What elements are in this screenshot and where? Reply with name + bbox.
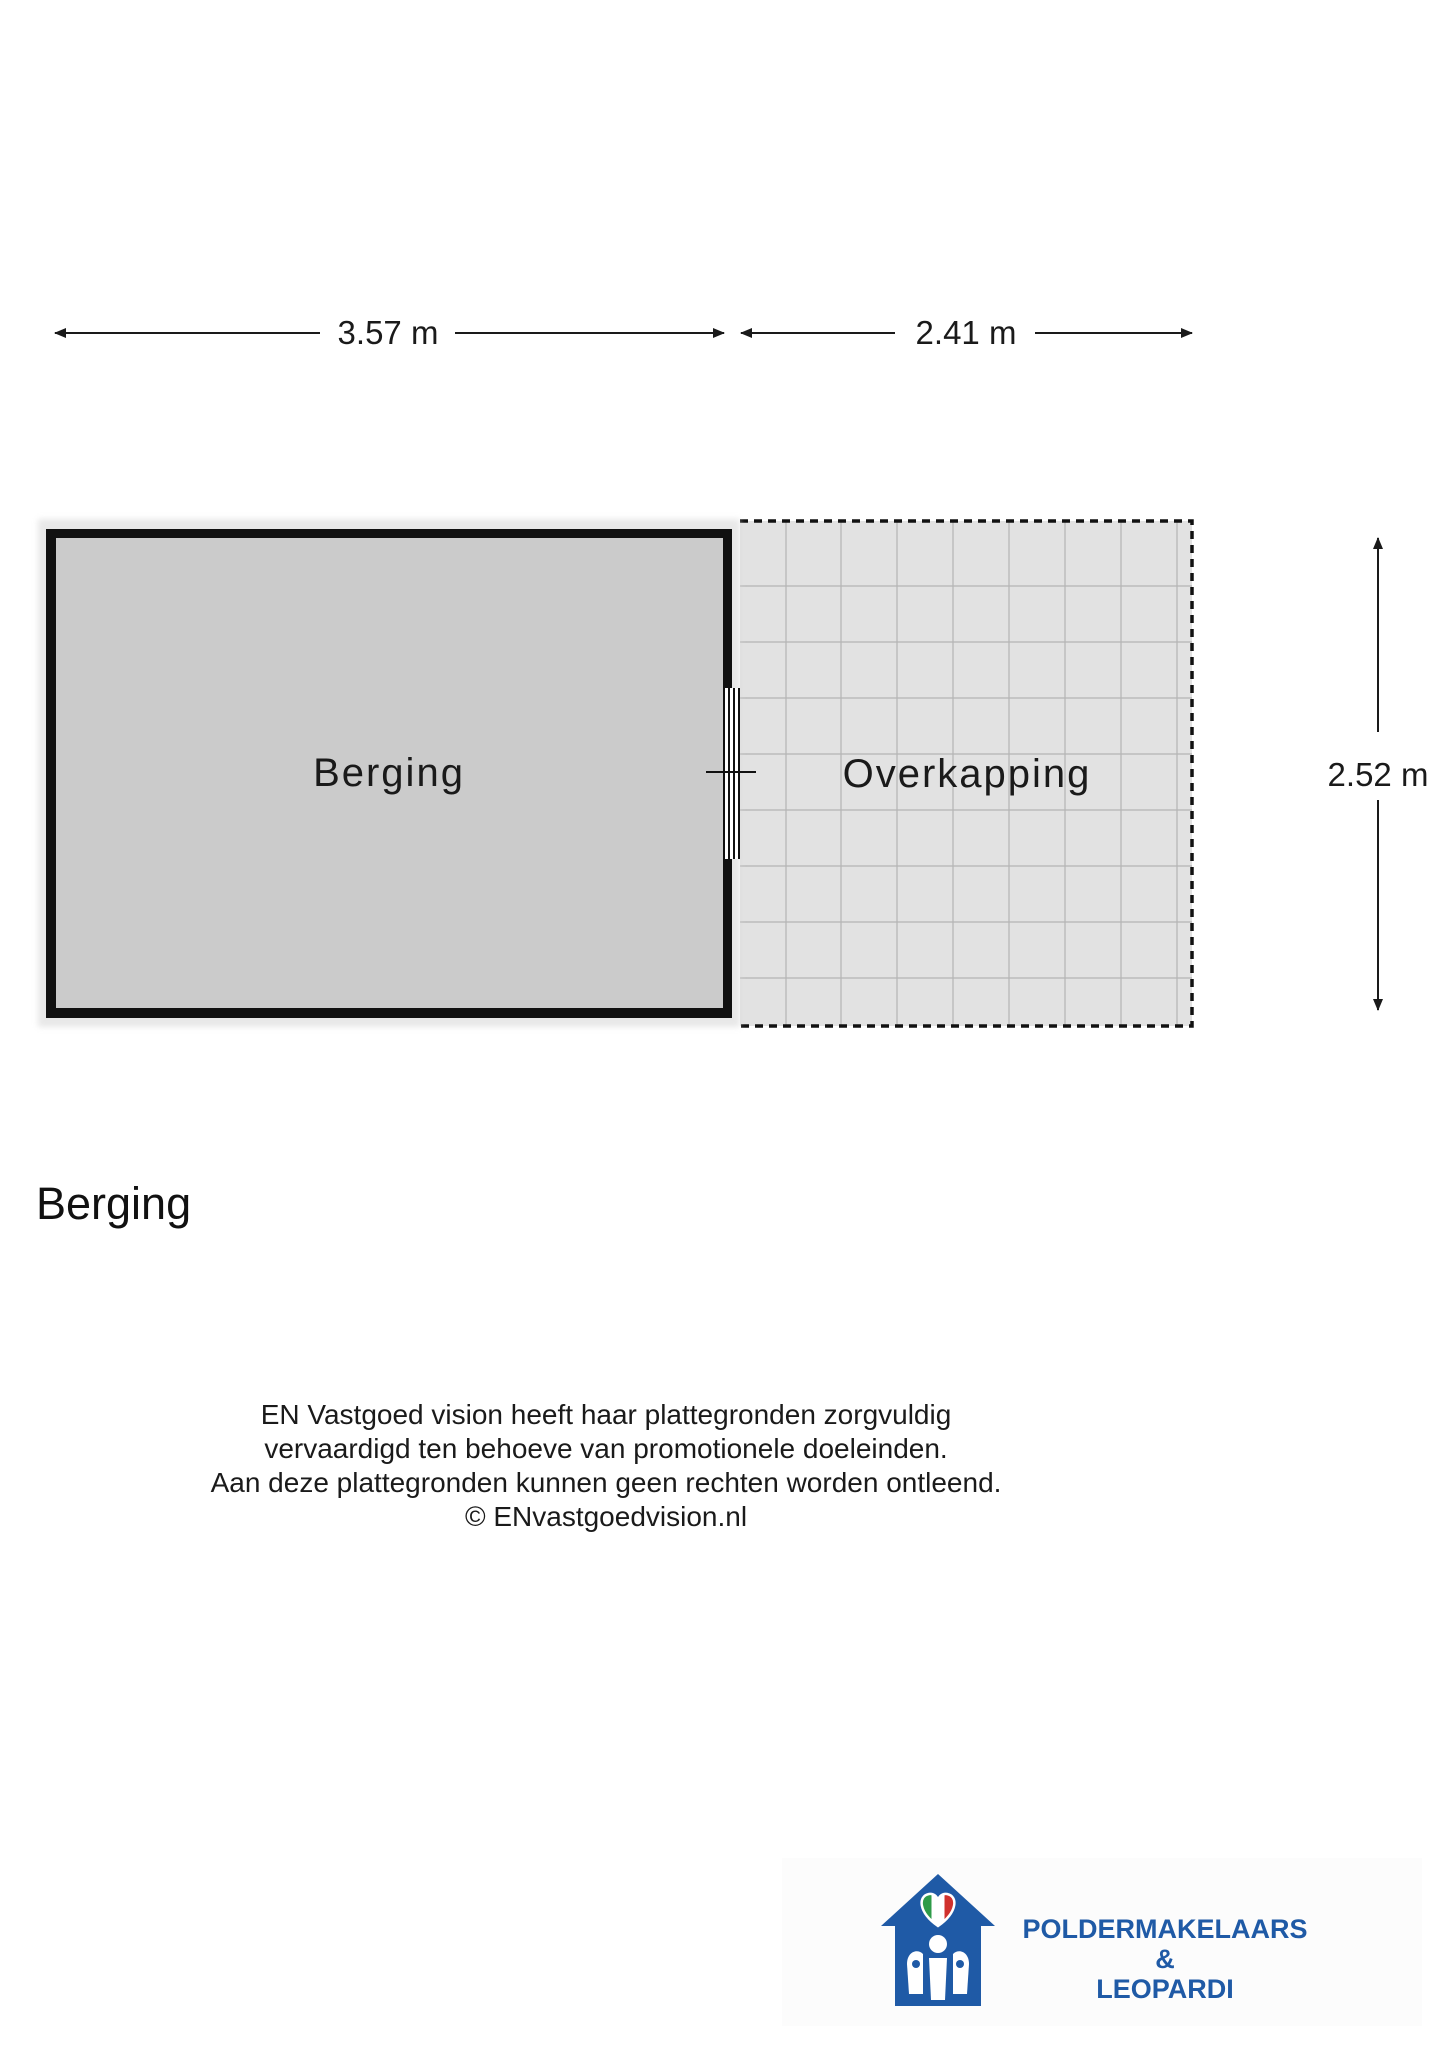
floor-title: Berging — [36, 1178, 192, 1229]
dimension-depth — [1328, 538, 1429, 1010]
storage-label: Berging — [313, 751, 465, 795]
agency-name-line-1: POLDERMAKELAARS — [1022, 1914, 1308, 1944]
agency-name-line-3: LEOPARDI — [1096, 1974, 1234, 2004]
disclaimer-line-4: © ENvastgoedvision.nl — [464, 1501, 748, 1532]
door-opening — [723, 688, 740, 859]
disclaimer-line-3: Aan deze plattegronden kunnen geen rechten worden ontleend. — [210, 1467, 1002, 1498]
disclaimer — [0, 1398, 1212, 1534]
dimension-width-left-label: 3.57 m — [337, 314, 439, 351]
dimension-width-right-label: 2.41 m — [915, 314, 1017, 351]
disclaimer-line-2: vervaardigd ten behoeve van promotionele doeleinden. — [264, 1433, 948, 1464]
house-heart-icon — [877, 1870, 999, 2010]
dimension-width-left — [55, 314, 724, 351]
storage-room — [38, 519, 756, 1027]
dimension-width-right — [741, 314, 1192, 351]
agency-logo — [782, 1858, 1422, 2026]
canopy-label: Overkapping — [842, 752, 1092, 796]
disclaimer-line-1: EN Vastgoed vision heeft haar plattegronden zorgvuldig — [260, 1399, 952, 1430]
agency-name — [1000, 1914, 1330, 2004]
dimension-depth-label: 2.52 m — [1327, 756, 1429, 793]
agency-name-line-2: & — [1155, 1944, 1175, 1974]
canopy-area — [740, 521, 1192, 1026]
